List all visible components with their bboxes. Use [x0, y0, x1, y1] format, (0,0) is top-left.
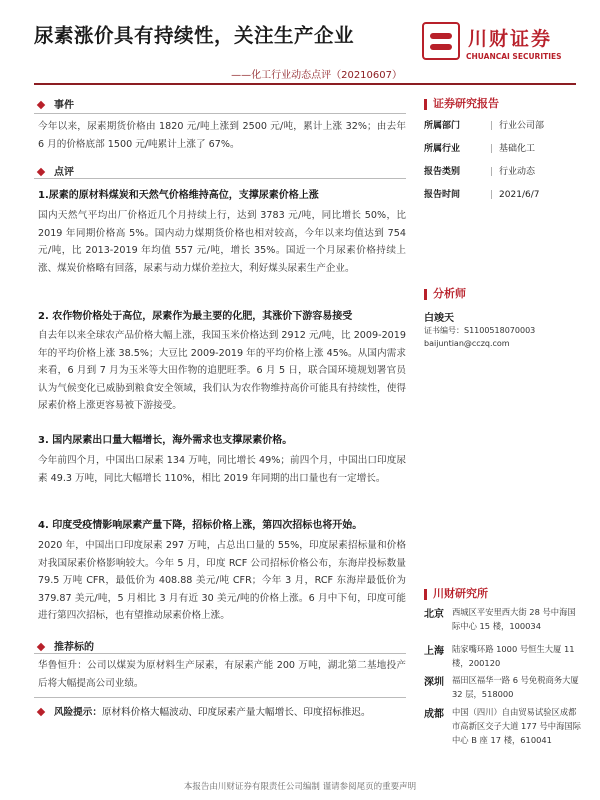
address-text: 福田区福华一路 6 号免税商务大厦 32 层，518000	[452, 675, 579, 699]
report-title: 尿素涨价具有持续性，关注生产企业	[34, 24, 355, 47]
point-2-heading: 2. 农作物价格处于高位，尿素作为最主要的化肥，其涨价下游容易接受	[38, 311, 353, 322]
accent-bar-icon	[424, 99, 427, 110]
point-4-text: 2020 年，中国出口印度尿素 297 万吨，占总出口量的 55%，印度尿素招标量和价格对我国尿素价格影响较大。今年 5 月，印度 RCF 公司招标价格公布，东海岸投标数量 79.5 万吨 CFR，最低价为 408.88 美元/吨 CFR；今年 3 月，RCF 东海岸最低价为 379.87 美元/吨，5 月相比 3 月有近 30 美元/吨的价格上涨。6 月中下旬，印度可能进行第四次招标，也有望推动尿素价格上涨。	[38, 540, 406, 621]
point-1-heading: 1.尿素的原材料煤炭和天然气价格维持高位，支撑尿素价格上涨	[38, 190, 319, 201]
recommend-heading: 推荐标的	[38, 638, 94, 653]
analyst-email[interactable]: baijuntian@cczq.com	[424, 339, 510, 348]
logo-name-en: CHUANCAI SECURITIES	[466, 52, 562, 61]
point-3-text: 今年前四个月，中国出口尿素 134 万吨，同比增长 49%；前四个月，中国出口印度尿素 49.3 万吨，同比大幅增长 110%，相比 2019 年同期的出口量也有一定增长。	[38, 455, 406, 484]
institute-heading: 川财研究所	[424, 585, 488, 601]
analyst-heading: 分析师	[424, 285, 466, 301]
diamond-icon	[37, 643, 45, 651]
report-type-heading: 证券研究报告	[424, 95, 499, 111]
point-4-heading: 4. 印度受疫情影响尿素产量下降，招标价格上涨，第四次招标也将开始。	[38, 520, 363, 531]
analyst-name: 白竣天	[424, 313, 454, 324]
point-3-heading: 3. 国内尿素出口量大幅增长，海外需求也支撑尿素价格。	[38, 435, 293, 446]
info-row-department: 所属部门 | 行业公司部	[424, 121, 545, 131]
event-heading: 事件	[38, 96, 74, 111]
accent-bar-icon	[424, 289, 427, 300]
address-city: 上海	[424, 646, 444, 657]
address-city: 成都	[424, 709, 444, 720]
logo-mark-icon	[422, 22, 460, 60]
risk-line	[38, 704, 406, 718]
event-text: 今年以来，尿素期货价格由 1820 元/吨上涨到 2500 元/吨，累计上涨 32%；由去年 6 月的价格底部 1500 元/吨累计上涨了 67%。	[38, 121, 406, 150]
accent-bar-icon	[424, 589, 427, 600]
divider	[34, 653, 406, 654]
footer-disclaimer: 本报告由川财证券有限责任公司编制 谨请参阅尾页的重要声明	[183, 782, 417, 792]
info-row-category: 报告类别 | 行业动态	[424, 167, 536, 177]
point-2-text: 自去年以来全球农产品价格大幅上涨，我国玉米价格达到 2912 元/吨，比 2009-2019 年的平均价格上涨 38.5%；大豆比 2009-2019 年的平均价格上涨 45%。从国内需求来看，6 月到 7 月为玉米等大田作物的追肥旺季。6 月 5 日，联合国环境规划署官员认为气候变化已威胁到粮食安全领域，我们认为农作物维持高价可能具有持续性，使得尿素价格上涨更容易被下游接受。	[38, 330, 406, 411]
info-row-date: 报告时间 | 2021/6/7	[424, 190, 540, 200]
info-row-industry: 所属行业 | 基础化工	[424, 144, 536, 154]
divider	[34, 178, 406, 179]
divider	[34, 113, 406, 114]
header-divider	[34, 83, 576, 85]
comment-heading: 点评	[38, 163, 74, 178]
address-text: 陆家嘴环路 1000 号恒生大厦 11 楼，200120	[452, 644, 575, 668]
divider	[34, 697, 406, 698]
address-city: 深圳	[424, 677, 444, 688]
address-text: 西城区平安里西大街 28 号中海国际中心 15 楼，100034	[452, 607, 576, 631]
logo-name-cn: 川财证券	[468, 28, 553, 50]
risk-text: 原材料价格大幅波动、印度尿素产量大幅增长、印度招标推迟。	[101, 707, 371, 718]
report-subtitle: ——化工行业动态点评（20210607）	[231, 70, 402, 81]
risk-label: 风险提示：	[54, 707, 102, 718]
analyst-cert: 证书编号：S1100518070003	[424, 326, 536, 335]
diamond-icon	[37, 168, 45, 176]
company-logo	[422, 22, 572, 68]
recommend-text: 华鲁恒升：公司以煤炭为原材料生产尿素，有尿素产能 200 万吨，湖北第二基地投产后将大幅提高公司业绩。	[38, 660, 406, 689]
address-text: 中国（四川）自由贸易试验区成都市高新区交子大道 177 号中海国际中心 B 座 17 楼，610041	[452, 707, 581, 745]
address-city: 北京	[424, 609, 444, 620]
diamond-icon	[37, 708, 45, 716]
point-1-text: 国内天然气平均出厂价格近几个月持续上行，达到 3783 元/吨，同比增长 50%，比 2019 年同期价格高 5%。国内动力煤期货价格也相对较高，今年以来均值达到 754 元/吨，比 2013-2019 年均值 557 元/吨，增长 35%。国近一个月尿素价格持续上涨、煤炭价格略有回落，尿素与动力煤价差拉大，利好煤头尿素生产企业。	[38, 210, 406, 274]
diamond-icon	[37, 101, 45, 109]
